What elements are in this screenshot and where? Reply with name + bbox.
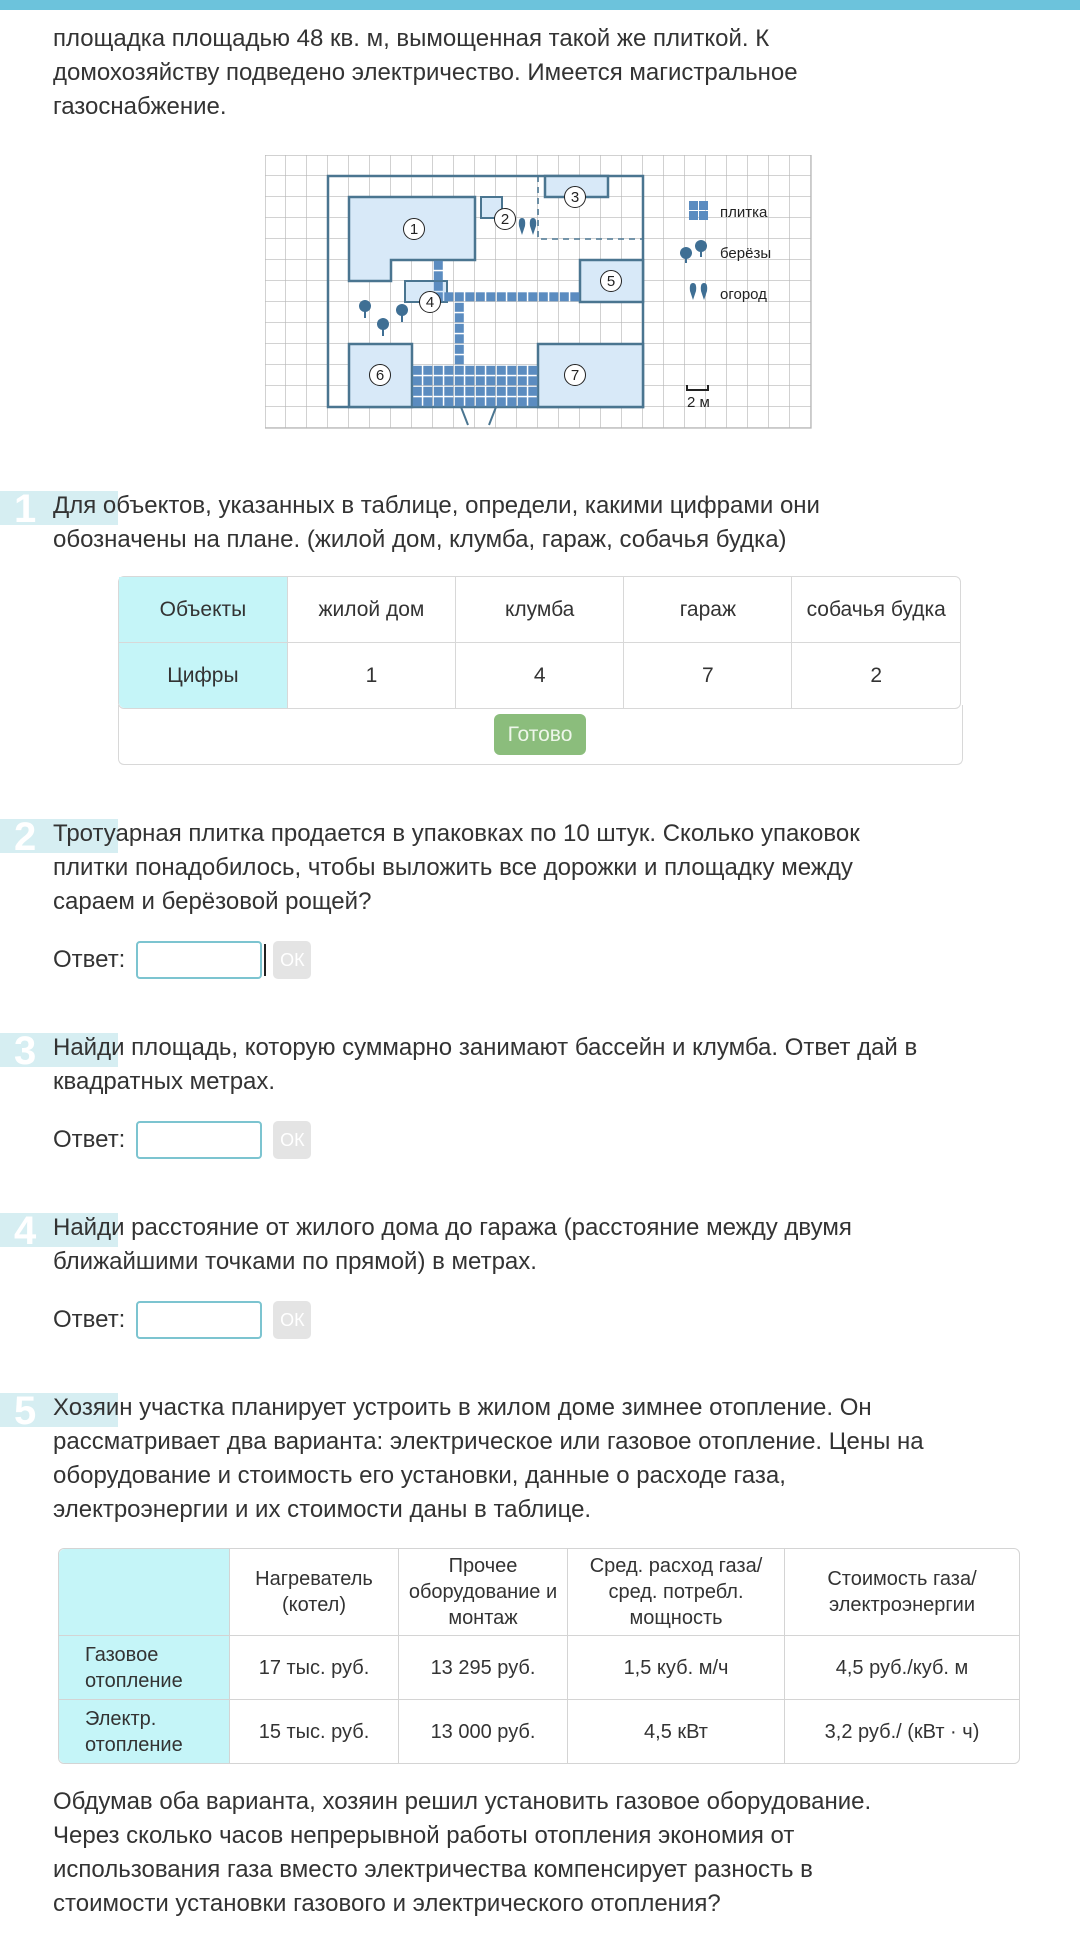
label-7: [565, 365, 586, 386]
digit-cell[interactable]: 2: [870, 663, 883, 687]
answer-input[interactable]: [136, 941, 262, 979]
svg-text:2: 2: [500, 211, 510, 228]
object-7: [538, 344, 643, 407]
label-2: [495, 209, 516, 230]
question-number-badge: 5: [0, 1393, 118, 1427]
question-2-text: Тротуарная плитка продается в упаковках по 10 штук. Сколько упаковок плитки понадобилось, чтобы выложить все дорожки и площадку между сараем и берёзовой рощей?: [53, 820, 860, 915]
site-plan: [265, 155, 817, 433]
table-cell: 15 тыс. руб.: [230, 1700, 399, 1763]
digit-cell[interactable]: 1: [288, 643, 456, 708]
row-header: Газовое отопление: [59, 1636, 230, 1700]
question-4-text: Найди расстояние от жилого дома до гаража (расстояние между двумя ближайшими точками по прямой) в метрах.: [53, 1214, 852, 1275]
svg-text:плитка: плитка: [720, 204, 768, 221]
answer-label: Ответ:: [53, 1306, 126, 1333]
label-5: [601, 271, 622, 292]
ok-button[interactable]: ОК: [273, 941, 311, 979]
question-1-text: Для объектов, указанных в таблице, определи, какими цифрами они обозначены на плане. (жилой дом, клумба, гараж, собачья будка): [53, 492, 820, 553]
matching-table: [118, 576, 961, 709]
intro-line: домохозяйству подведено электричество. Имеется магистральное: [53, 59, 798, 86]
object-cell: жилой дом: [288, 577, 456, 643]
column-header: Прочее оборудование и монтаж: [399, 1549, 568, 1636]
question-5-followup: Обдумав оба варианта, хозяин решил установить газовое оборудование. Через сколько часов непрерывной работы отопления экономия от использования газа вместо электричества компенсирует разность в стоимости установки газового и электрического отопления?: [53, 1788, 872, 1917]
intro-cut-line: [53, 0, 1043, 5]
label-4: [420, 292, 441, 313]
ok-button[interactable]: ОК: [273, 1121, 311, 1159]
svg-text:1: 1: [409, 221, 419, 238]
ready-button[interactable]: Готово: [494, 714, 586, 755]
table-cell: 4,5 кВт: [568, 1700, 785, 1763]
table-cell: 17 тыс. руб.: [230, 1636, 399, 1700]
answer-input[interactable]: [136, 1301, 262, 1339]
ok-button[interactable]: ОК: [273, 1301, 311, 1339]
question-number-badge: 4: [0, 1213, 118, 1247]
object-cell: собачья будка: [792, 577, 960, 643]
intro-line: газоснабжение.: [53, 93, 227, 120]
svg-text:4: 4: [425, 294, 435, 311]
svg-text:2 м: 2 м: [687, 394, 710, 411]
label-3: [565, 187, 586, 208]
row-header: Электр. отопление: [59, 1700, 230, 1763]
object-cell: гараж: [624, 577, 792, 643]
answer-label: Ответ:: [53, 946, 126, 973]
answer-row-2: [53, 940, 311, 980]
svg-text:6: 6: [375, 367, 385, 384]
question-number-badge: 3: [0, 1033, 118, 1067]
answer-label: Ответ:: [53, 1126, 126, 1153]
question-number-badge: 2: [0, 819, 118, 853]
table-cell: 1,5 куб. м/ч: [568, 1636, 785, 1700]
heating-table: [58, 1548, 1020, 1764]
table-row: [59, 1700, 1019, 1763]
question-number-badge: 1: [0, 491, 118, 525]
column-header: Стоимость газа/электроэнергии: [785, 1549, 1019, 1636]
answer-row-4: [53, 1300, 311, 1340]
table-corner-cell: [59, 1549, 230, 1636]
table-header-objects: Объекты: [119, 577, 288, 643]
question-3-text: Найди площадь, которую суммарно занимают бассейн и клумба. Ответ дай в квадратных метрах.: [53, 1034, 918, 1095]
svg-text:3: 3: [570, 189, 580, 206]
table-cell: 13 000 руб.: [399, 1700, 568, 1763]
column-header: Нагреватель (котел): [230, 1549, 399, 1636]
table-row: [59, 1636, 1019, 1700]
column-header: Сред. расход газа/сред. потребл. мощность: [568, 1549, 785, 1636]
svg-text:7: 7: [570, 367, 580, 384]
answer-input[interactable]: [136, 1121, 262, 1159]
label-6: [370, 365, 391, 386]
table-cell: 3,2 руб./ (кВт · ч): [824, 1720, 980, 1743]
intro-text: [53, 5, 1043, 124]
answer-row-3: [53, 1120, 311, 1160]
table-cell: 13 295 руб.: [399, 1636, 568, 1700]
svg-text:5: 5: [606, 273, 616, 290]
svg-text:огород: огород: [720, 286, 767, 303]
text-caret: [264, 944, 266, 976]
table-header-digits: Цифры: [119, 643, 288, 708]
table-cell: 4,5 руб./куб. м: [785, 1636, 1019, 1700]
object-cell: клумба: [456, 577, 624, 643]
svg-text:берёзы: берёзы: [720, 245, 772, 262]
digit-cell[interactable]: 4: [456, 643, 624, 708]
digit-cell[interactable]: 7: [624, 643, 792, 708]
question-5-text: Хозяин участка планирует устроить в жилом доме зимнее отопление. Он рассматривает два варианта: электрическое или газовое отопление. Цены на оборудование и стоимость его установки, данные о расходе газа, электроэнергии и их стоимости даны в таблице.: [53, 1394, 924, 1523]
label-1: [404, 219, 425, 240]
intro-line: площадка площадью 48 кв. м, вымощенная такой же плиткой. К: [53, 25, 770, 52]
